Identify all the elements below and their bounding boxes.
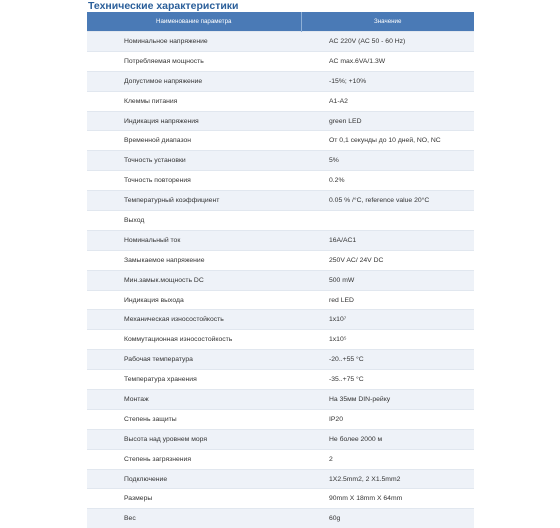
parameter-value-cell: 16A/AC1	[301, 230, 474, 250]
table-row	[87, 131, 474, 151]
parameter-value-cell: 60g	[301, 509, 474, 528]
table-row	[87, 469, 474, 489]
parameter-value-cell: На 35мм DIN-рейку	[301, 390, 474, 410]
parameter-value-cell: 1x10⁵	[301, 330, 474, 350]
table-row	[87, 350, 474, 370]
parameter-value-cell: IP20	[301, 409, 474, 429]
table-row	[87, 310, 474, 330]
parameter-name-cell: Механическая износостойкость	[87, 310, 301, 330]
table-row	[87, 230, 474, 250]
table-row	[87, 370, 474, 390]
column-header-parameter: Наименование параметра	[87, 12, 301, 32]
table-row	[87, 390, 474, 410]
parameter-value-cell: От 0,1 секунды до 10 дней, NO, NC	[301, 131, 474, 151]
parameter-value-cell: 1x10⁷	[301, 310, 474, 330]
table-row	[87, 270, 474, 290]
parameter-value-cell: 2	[301, 449, 474, 469]
parameter-name-cell: Температура хранения	[87, 370, 301, 390]
parameter-name-cell: Степень загрязнения	[87, 449, 301, 469]
parameter-name-cell: Степень защиты	[87, 409, 301, 429]
parameter-name-cell: Допустимое напряжение	[87, 71, 301, 91]
parameter-value-cell: red LED	[301, 290, 474, 310]
table-row	[87, 489, 474, 509]
parameter-name-cell: Клеммы питания	[87, 91, 301, 111]
parameter-value-cell: Не более 2000 м	[301, 429, 474, 449]
parameter-value-cell: AC max.6VA/1.3W	[301, 51, 474, 71]
parameter-name-cell: Временной диапазон	[87, 131, 301, 151]
table-row	[87, 171, 474, 191]
parameter-name-cell: Подключение	[87, 469, 301, 489]
parameter-name-cell: Вес	[87, 509, 301, 528]
parameter-value-cell: green LED	[301, 111, 474, 131]
parameter-name-cell: Точность повторения	[87, 171, 301, 191]
parameter-value-cell: 90mm X 18mm X 64mm	[301, 489, 474, 509]
parameter-name-cell: Коммутационная износостойкость	[87, 330, 301, 350]
table-header-row	[87, 12, 474, 32]
parameter-value-cell: 0.05 % /°C, reference value 20°C	[301, 191, 474, 211]
table-row	[87, 191, 474, 211]
parameter-name-cell: Размеры	[87, 489, 301, 509]
table-row	[87, 51, 474, 71]
parameter-value-cell: 5%	[301, 151, 474, 171]
parameter-name-cell: Температурный коэффициент	[87, 191, 301, 211]
parameter-name-cell: Рабочая температура	[87, 350, 301, 370]
parameter-value-cell: -20..+55 °C	[301, 350, 474, 370]
table-row	[87, 32, 474, 52]
table-row	[87, 449, 474, 469]
parameter-name-cell: Номинальное напряжение	[87, 32, 301, 52]
parameter-value-cell: -15%; +10%	[301, 71, 474, 91]
table-row	[87, 151, 474, 171]
table-row	[87, 111, 474, 131]
table-row	[87, 91, 474, 111]
parameter-name-cell: Индикация напряжения	[87, 111, 301, 131]
table-row	[87, 250, 474, 270]
table-row	[87, 211, 474, 231]
parameter-name-cell: Индикация выхода	[87, 290, 301, 310]
parameter-name-cell: Монтаж	[87, 390, 301, 410]
table-row	[87, 71, 474, 91]
parameter-name-cell: Точность установки	[87, 151, 301, 171]
table-row	[87, 409, 474, 429]
parameter-name-cell: Замыкаемое напряжение	[87, 250, 301, 270]
section-heading: Технические характеристики	[88, 0, 239, 12]
table-row	[87, 330, 474, 350]
parameter-value-cell: A1-A2	[301, 91, 474, 111]
parameter-value-cell: 250V AC/ 24V DC	[301, 250, 474, 270]
parameter-name-cell: Высота над уровнем моря	[87, 429, 301, 449]
parameter-value-cell: -35..+75 °C	[301, 370, 474, 390]
table-row	[87, 509, 474, 528]
specs-table	[87, 12, 474, 528]
parameter-value-cell: 1X2.5mm2, 2 X1.5mm2	[301, 469, 474, 489]
parameter-value-cell: 500 mW	[301, 270, 474, 290]
table-row	[87, 429, 474, 449]
parameter-value-cell: AC 220V (AC 50 - 60 Hz)	[301, 32, 474, 52]
parameter-name-cell: Мин.замык.мощность DC	[87, 270, 301, 290]
parameter-value-cell: 0.2%	[301, 171, 474, 191]
parameter-value-cell	[301, 211, 474, 231]
parameter-name-cell: Потребляемая мощность	[87, 51, 301, 71]
parameter-name-cell: Выход	[87, 211, 301, 231]
parameter-name-cell: Номинальный ток	[87, 230, 301, 250]
column-header-value: Значение	[301, 12, 474, 32]
specs-table-body	[87, 32, 474, 528]
table-row	[87, 290, 474, 310]
